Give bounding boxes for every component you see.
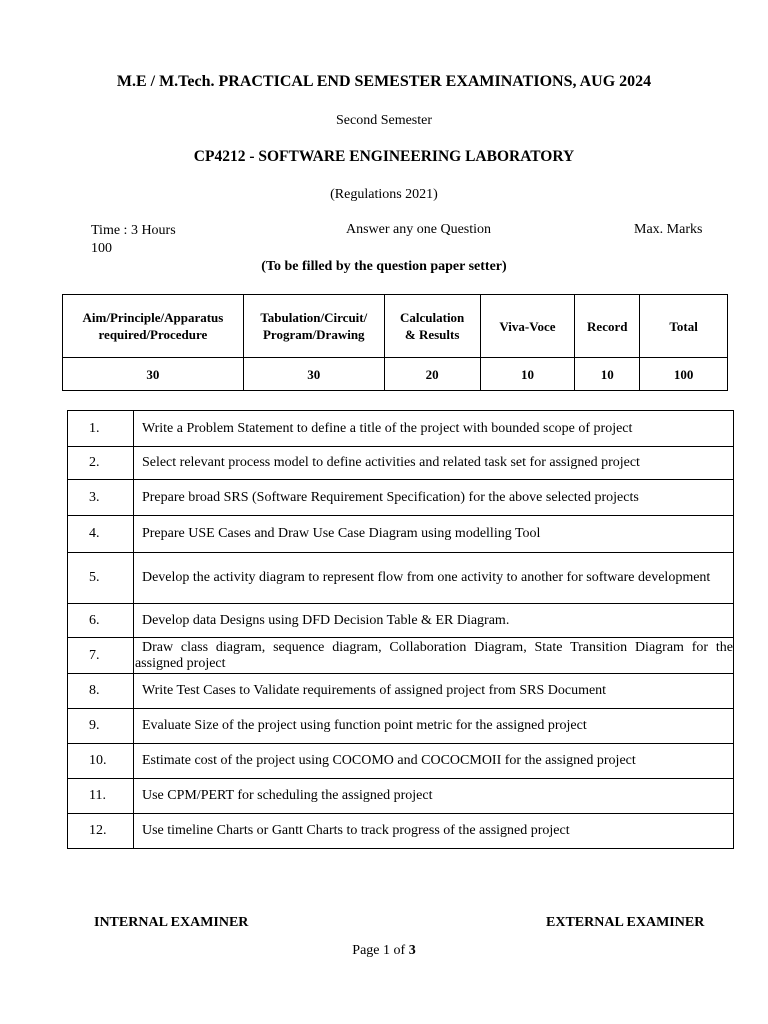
marks-header-line: Aim/Principle/Apparatus	[82, 310, 224, 325]
marks-header-row	[63, 295, 728, 358]
marks-header-line: Total	[669, 318, 698, 334]
marks-header-line: Record	[587, 318, 628, 334]
marks-value-cell: 30	[243, 358, 384, 391]
question-text-cell	[133, 638, 733, 674]
marks-header-cell	[243, 295, 384, 358]
question-number: 1.	[68, 411, 134, 447]
question-text-cell	[133, 709, 733, 744]
question-row	[68, 411, 734, 447]
internal-examiner-label: INTERNAL EXAMINER	[94, 915, 249, 930]
question-number: 6.	[68, 604, 134, 638]
question-row	[68, 674, 734, 709]
question-row	[68, 744, 734, 779]
question-number: 12.	[68, 814, 134, 849]
question-text: Develop data Designs using DFD Decision Table & ER Diagram.	[141, 612, 510, 628]
setter-note: (To be filled by the question paper setter)	[261, 259, 507, 274]
exam-title: M.E / M.Tech. PRACTICAL END SEMESTER EXAMINATIONS, AUG 2024	[116, 73, 652, 90]
question-number: 9.	[68, 709, 134, 744]
question-number: 7.	[68, 638, 134, 674]
question-row	[68, 709, 734, 744]
question-text: Evaluate Size of the project using function point metric for the assigned project	[141, 718, 587, 733]
question-number: 3.	[68, 480, 134, 516]
question-text-cell	[133, 814, 733, 849]
marks-values-row	[63, 358, 728, 391]
question-row	[68, 814, 734, 849]
marks-header-line: required/Procedure	[98, 327, 208, 342]
page-indicator	[0, 943, 768, 959]
marks-header-cell	[480, 295, 575, 358]
question-text-cell	[133, 744, 733, 779]
time-info	[91, 222, 176, 258]
question-text-cell	[133, 516, 733, 553]
marks-header-cell	[384, 295, 480, 358]
marks-header-line: Tabulation/Circuit/	[260, 310, 368, 325]
marks-header-cell	[640, 295, 728, 358]
questions-table	[67, 410, 734, 849]
semester-label: Second Semester	[335, 113, 433, 128]
question-text: Prepare broad SRS (Software Requirement Specification) for the above selected projects	[141, 489, 639, 505]
instruction-label: Answer any one Question	[346, 222, 492, 237]
question-row	[68, 779, 734, 814]
page-prefix: Page	[352, 943, 380, 958]
regulations-label: (Regulations 2021)	[330, 187, 438, 202]
question-text-cell	[133, 674, 733, 709]
question-number: 8.	[68, 674, 134, 709]
external-examiner-label: EXTERNAL EXAMINER	[546, 915, 705, 930]
question-text: Prepare USE Cases and Draw Use Case Diagram using modelling Tool	[141, 526, 541, 541]
time-label: Time : 3 Hours	[91, 223, 176, 238]
time-value: 100	[91, 241, 112, 256]
marks-value-cell: 10	[575, 358, 640, 391]
question-text-cell	[133, 779, 733, 814]
question-text: Draw class diagram, sequence diagram, Collaboration Diagram, State Transition Diagram for the assigned project	[134, 639, 733, 671]
question-number: 11.	[68, 779, 134, 814]
question-text: Use timeline Charts or Gantt Charts to track progress of the assigned project	[141, 823, 570, 838]
max-marks-label: Max. Marks	[634, 222, 703, 237]
question-row	[68, 516, 734, 553]
course-title: CP4212 - SOFTWARE ENGINEERING LABORATORY	[193, 148, 575, 165]
question-text: Write a Problem Statement to define a title of the project with bounded scope of project	[141, 420, 633, 436]
question-row	[68, 480, 734, 516]
question-row	[68, 604, 734, 638]
question-text-cell	[133, 604, 733, 638]
question-text-cell	[133, 411, 733, 447]
marks-header-cell	[575, 295, 640, 358]
question-number: 4.	[68, 516, 134, 553]
page-current: 1	[383, 943, 391, 958]
question-text-cell	[133, 553, 733, 604]
question-text: Develop the activity diagram to represent flow from one activity to another for software development	[141, 570, 711, 585]
question-number: 5.	[68, 553, 134, 604]
question-text: Select relevant process model to define activities and related task set for assigned project	[141, 455, 640, 470]
question-number: 2.	[68, 447, 134, 480]
question-text-cell	[133, 480, 733, 516]
marks-header-cell	[63, 295, 244, 358]
marks-header-line: Program/Drawing	[262, 327, 365, 342]
marks-header-line: & Results	[404, 327, 460, 342]
marks-value-cell: 100	[640, 358, 728, 391]
marks-header-line: Viva-Voce	[499, 318, 556, 334]
marks-value-cell: 20	[384, 358, 480, 391]
question-row	[68, 638, 734, 674]
question-text-cell	[133, 447, 733, 480]
question-row	[68, 553, 734, 604]
question-text: Write Test Cases to Validate requirements of assigned project from SRS Document	[141, 683, 607, 698]
marks-value-cell: 10	[480, 358, 575, 391]
marks-header-line: Calculation	[400, 310, 465, 325]
question-number: 10.	[68, 744, 134, 779]
page-of: of	[393, 943, 406, 958]
marks-table	[62, 294, 728, 391]
page-total: 3	[408, 943, 416, 958]
question-text: Estimate cost of the project using COCOMO and COCOCMOII for the assigned project	[141, 753, 636, 768]
question-text: Use CPM/PERT for scheduling the assigned project	[141, 788, 433, 803]
marks-value-cell: 30	[63, 358, 244, 391]
question-row	[68, 447, 734, 480]
